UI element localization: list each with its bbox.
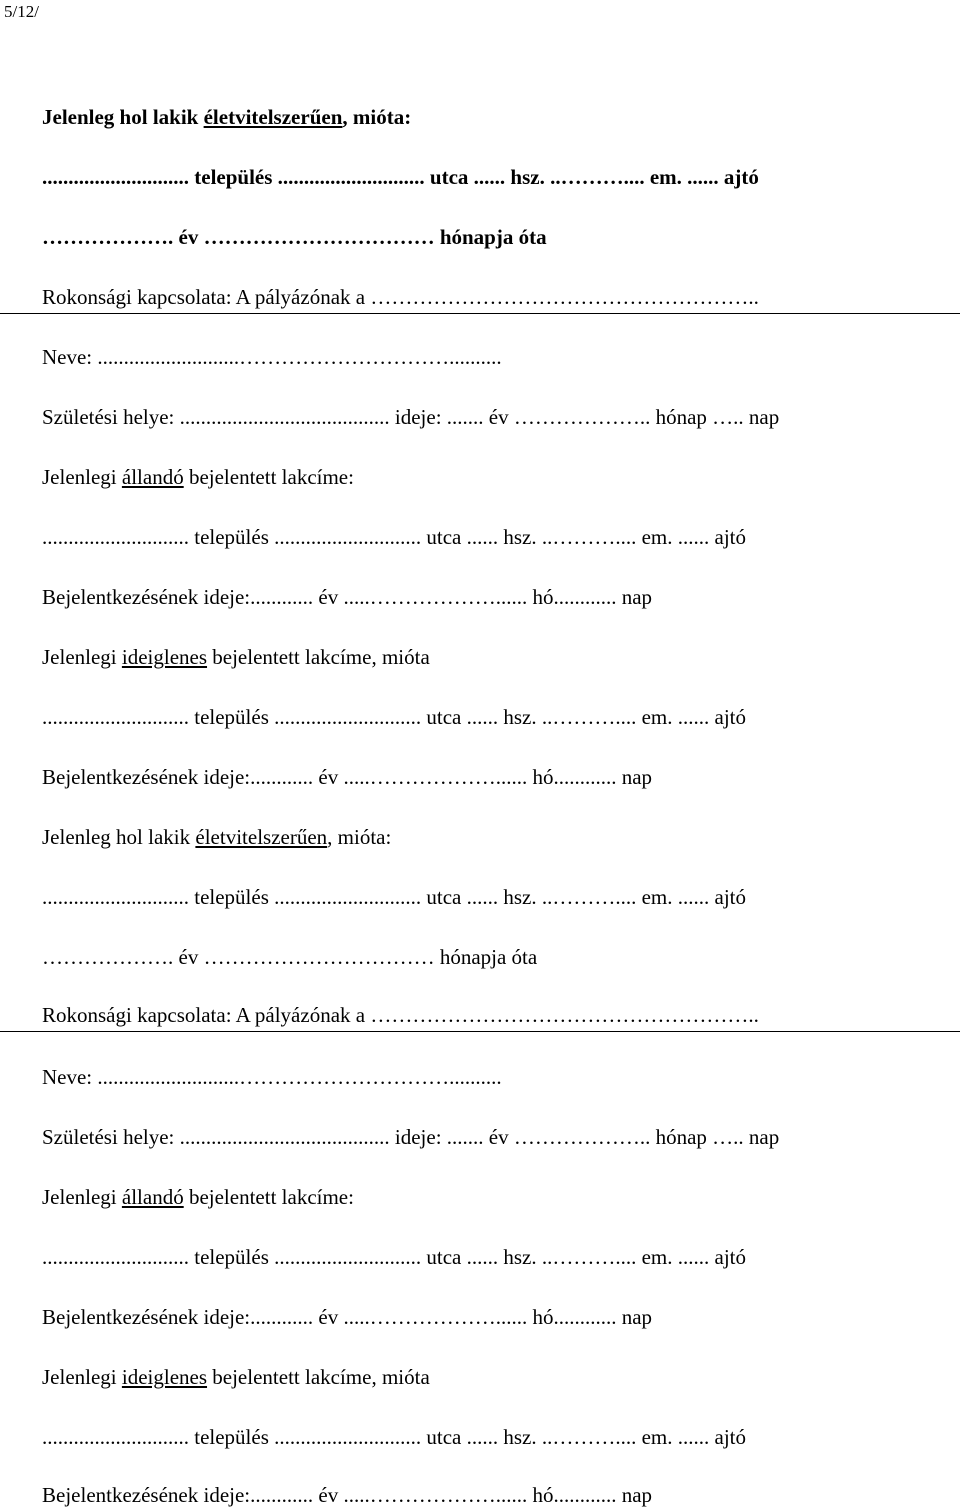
label-text: Jelenlegi (42, 1365, 122, 1389)
permanent-registration-line: Bejelentkezésének ideje:............ év .....………………...... hó............ nap (42, 1305, 653, 1329)
section-divider (0, 313, 960, 314)
lives-since-label (42, 104, 411, 130)
label-text: , mióta: (327, 825, 392, 849)
birth-line: Születési helye: ........................................ ideje: ....... év ……………….. hónap ….. nap (42, 405, 780, 429)
temporary-address-line: ............................ település ............................ utca ...... hsz. ..……….... em. ...... ajtó (42, 705, 747, 729)
lives-since-date-line: ………………. év …………………………… hónapja óta (42, 945, 538, 969)
temporary-address-label (42, 644, 430, 670)
temporary-address-label (42, 1364, 430, 1390)
label-text: Jelenleg hol lakik (42, 825, 196, 849)
label-text: bejelentett lakcíme, mióta (207, 1365, 430, 1389)
lives-address-line: ............................ település ............................ utca ...... hsz. ..……….... em. ...... ajtó (42, 885, 747, 909)
lives-since-date-line: ………………. év …………………………… hónapja óta (42, 225, 547, 249)
label-text: bejelentett lakcíme: (183, 1185, 354, 1209)
permanent-address-label (42, 1184, 354, 1210)
label-underlined: ideiglenes (121, 1365, 208, 1389)
section-divider (0, 1031, 960, 1032)
label-text: bejelentett lakcíme: (183, 465, 354, 489)
permanent-address-line: ............................ település ............................ utca ...... hsz. ..……….... em. ...... ajtó (42, 1245, 747, 1269)
temporary-address-line: ............................ település ............................ utca ...... hsz. ..……….... em. ...... ajtó (42, 1425, 747, 1449)
label-text: Jelenlegi (42, 645, 122, 669)
label-underlined: életvitelszerűen (195, 825, 328, 849)
lives-since-label (42, 824, 391, 850)
label-text: , mióta: (342, 105, 412, 129)
label-underlined: állandó (121, 465, 184, 489)
name-line: Neve: ...........................………………………….......... (42, 345, 502, 369)
relation-line: Rokonsági kapcsolata: A pályázónak a ……………………………………………….. (42, 285, 759, 309)
label-text: Jelenlegi (42, 465, 122, 489)
permanent-address-line: ............................ település ............................ utca ...... hsz. ..……….... em. ...... ajtó (42, 525, 747, 549)
permanent-address-label (42, 464, 354, 490)
label-text: Jelenlegi (42, 1185, 122, 1209)
temporary-registration-line: Bejelentkezésének ideje:............ év .....………………...... hó............ nap (42, 765, 653, 789)
label-underlined: életvitelszerűen (203, 105, 343, 129)
page-number: 5/12/ (4, 2, 39, 21)
lives-address-line: ............................ település ............................ utca ...... hsz. ..……….... em. ...... ajtó (42, 165, 759, 189)
name-line: Neve: ...........................………………………….......... (42, 1065, 502, 1089)
relation-line: Rokonsági kapcsolata: A pályázónak a ……………………………………………….. (42, 1003, 759, 1027)
temporary-registration-line: Bejelentkezésének ideje:............ év .....………………...... hó............ nap (42, 1483, 653, 1507)
label-underlined: ideiglenes (121, 645, 208, 669)
label-text: bejelentett lakcíme, mióta (207, 645, 430, 669)
permanent-registration-line: Bejelentkezésének ideje:............ év .....………………...... hó............ nap (42, 585, 653, 609)
birth-line: Születési helye: ........................................ ideje: ....... év ……………….. hónap ….. nap (42, 1125, 780, 1149)
label-text: Jelenleg hol lakik (42, 105, 204, 129)
label-underlined: állandó (121, 1185, 184, 1209)
